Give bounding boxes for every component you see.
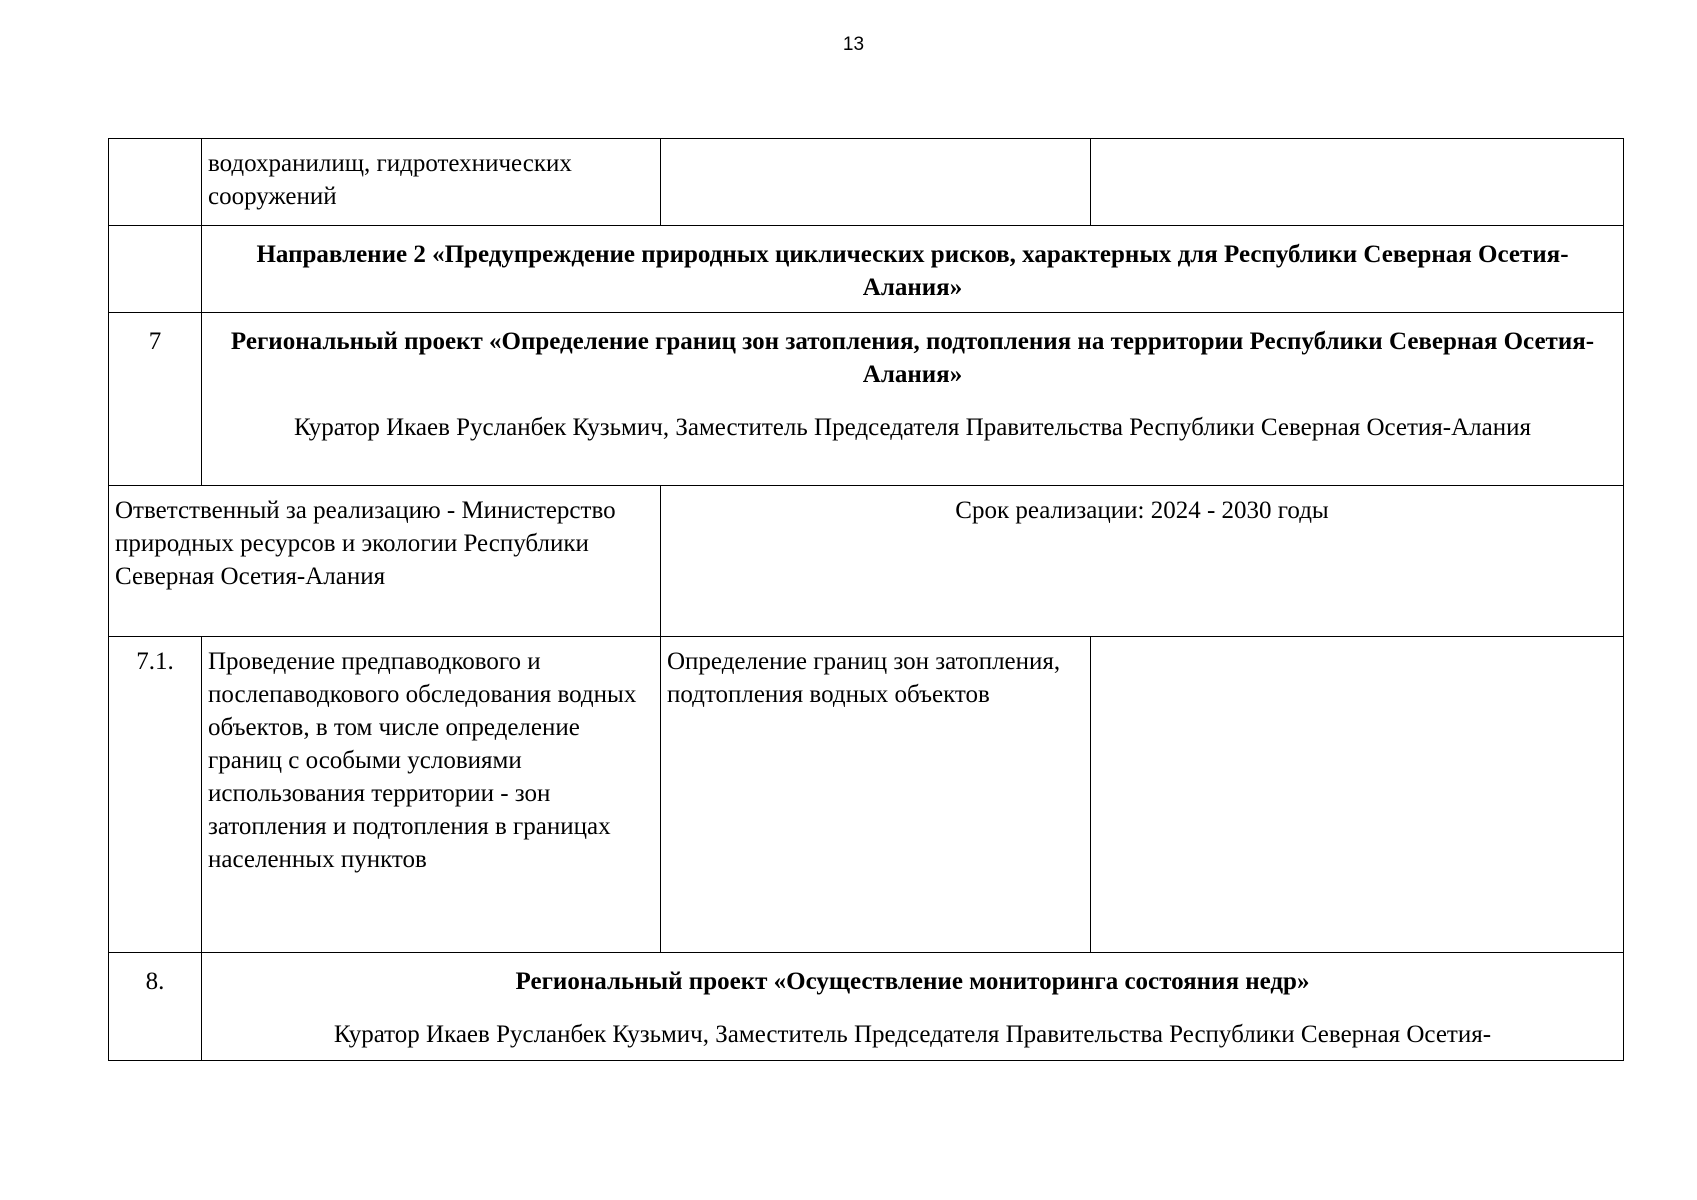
project-7-curator: Куратор Икаев Русланбек Кузьмич, Заместитель Председателя Правительства Республики Северная Осетия-Алания: [293, 414, 1532, 441]
responsible-row: [109, 486, 1624, 637]
row-number-cell: 7.1.: [109, 637, 202, 953]
row-7-1: [109, 637, 1624, 953]
term-cell: Срок реализации: 2024 - 2030 годы: [661, 486, 1624, 637]
table-row-continuation: [109, 139, 1624, 226]
activity-cell: Проведение предпаводкового и послепаводкового обследования водных объектов, в том числе определение границ с особыми условиями использования территории - зон затопления и подтопления в границах населенных пунктов: [202, 637, 661, 953]
responsible-cell: Ответственный за реализацию - Министерство природных ресурсов и экологии Республики Северная Осетия-Алания: [109, 486, 661, 637]
row-number-cell: 7: [109, 313, 202, 486]
result-cell: Определение границ зон затопления, подтопления водных объектов: [661, 637, 1091, 953]
result-cell: [661, 139, 1091, 226]
row-number-cell: 8.: [109, 953, 202, 1061]
row-number-cell: [109, 226, 202, 313]
activity-cell: водохранилищ, гидротехнических сооружений: [202, 139, 661, 226]
direction-row: [109, 226, 1624, 313]
project-7-title: Региональный проект «Определение границ зон затопления, подтопления на территории Республики Северная Осетия-Алания»: [230, 328, 1595, 388]
measures-table: [108, 138, 1624, 1061]
direction-title: Направление 2 «Предупреждение природных циклических рисков, характерных для Республики Северная Осетия-Алания»: [202, 226, 1624, 313]
row-number-cell: [109, 139, 202, 226]
project-7-row: [109, 313, 1624, 486]
project-7-cell: [202, 313, 1624, 486]
project-8-cell: [202, 953, 1624, 1061]
project-8-title: Региональный проект «Осуществление мониторинга состояния недр»: [515, 968, 1310, 995]
notes-cell: [1091, 139, 1624, 226]
page-number: 13: [842, 34, 865, 55]
notes-cell: [1091, 637, 1624, 953]
project-8-curator: Куратор Икаев Русланбек Кузьмич, Заместитель Председателя Правительства Республики Северная Осетия-: [333, 1021, 1492, 1048]
project-8-row: [109, 953, 1624, 1061]
